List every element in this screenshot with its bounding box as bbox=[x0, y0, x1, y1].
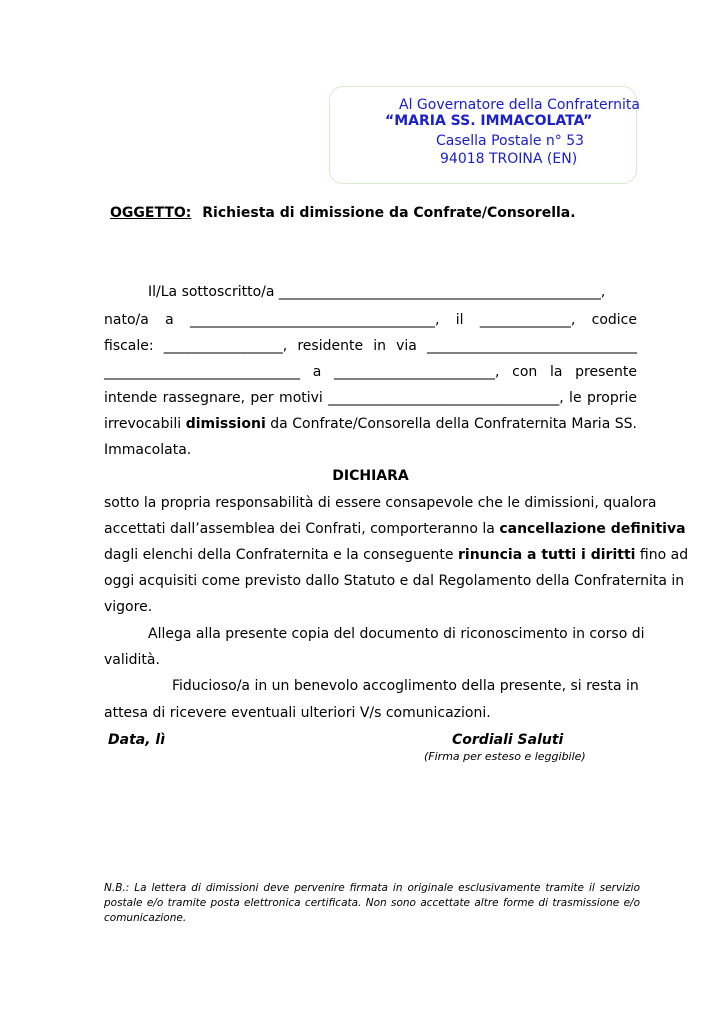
body-line-6a: irrevocabili bbox=[104, 416, 182, 432]
body-line-15: Fiducioso/a in un benevolo accoglimento della presente, si resta in bbox=[172, 678, 639, 694]
body-line-2: nato/a a ___________________________________, il _____________, codice bbox=[104, 312, 637, 328]
recipient-line-3: Casella Postale n° 53 bbox=[436, 133, 585, 149]
body-line-5: intende rassegnare, per motivi _________________________________, le proprie bbox=[104, 390, 637, 406]
recipient-address-box bbox=[329, 86, 640, 184]
footnote-line-2: postale e/o tramite posta elettronica certificata. Non sono accettate altre forme di trasmissione e/o bbox=[104, 897, 640, 909]
body-line-10 bbox=[104, 547, 689, 563]
footnote bbox=[104, 881, 640, 926]
body-line-16: attesa di ricevere eventuali ulteriori V/s comunicazioni. bbox=[104, 705, 491, 721]
body-line-10c: fino ad bbox=[639, 547, 689, 563]
body-line-9a: accettati dall’assemblea dei Confrati, comporteranno la bbox=[104, 521, 495, 537]
body-line-14: validità. bbox=[104, 652, 160, 668]
subject-line bbox=[110, 205, 576, 221]
rinuncia-emphasis: rinuncia a tutti i diritti bbox=[458, 547, 636, 563]
date-label: Data, lì bbox=[108, 732, 165, 748]
recipient-line-2: “MARIA SS. IMMACOLATA” bbox=[385, 113, 593, 129]
body-line-11: oggi acquisiti come previsto dallo Statuto e dal Regolamento della Confraternita in bbox=[104, 573, 685, 589]
body-line-1: Il/La sottoscritto/a ______________________________________________, bbox=[148, 284, 606, 300]
body-line-12: vigore. bbox=[104, 599, 153, 615]
body-line-6c: da Confrate/Consorella della Confraternita Maria SS. bbox=[270, 416, 638, 432]
body-line-3: fiscale: _________________, residente in via ______________________________ bbox=[104, 338, 637, 354]
body-line-10a: dagli elenchi della Confraternita e la conseguente bbox=[104, 547, 454, 563]
declaration-heading: DICHIARA bbox=[332, 468, 409, 484]
footnote-line-1: N.B.: La lettera di dimissioni deve pervenire firmata in originale esclusivamente tramite il servizio bbox=[104, 882, 640, 894]
body-line-4: ____________________________ a _______________________, con la presente bbox=[104, 364, 637, 380]
body-line-9 bbox=[104, 521, 686, 537]
body-line-6 bbox=[104, 416, 637, 432]
body-line-8: sotto la propria responsabilità di essere consapevole che le dimissioni, qualora bbox=[104, 495, 657, 511]
dimissioni-emphasis: dimissioni bbox=[185, 416, 266, 432]
body-line-7: Immacolata. bbox=[104, 442, 192, 458]
greeting: Cordiali Saluti bbox=[452, 732, 564, 748]
body-line-13: Allega alla presente copia del documento di riconoscimento in corso di bbox=[148, 626, 645, 642]
subject-text: Richiesta di dimissione da Confrate/Consorella. bbox=[202, 205, 576, 221]
footnote-line-3: comunicazione. bbox=[104, 912, 187, 924]
recipient-line-1: Al Governatore della Confraternita bbox=[399, 97, 640, 113]
cancellazione-emphasis: cancellazione definitiva bbox=[499, 521, 686, 537]
subject-label: OGGETTO: bbox=[110, 205, 192, 221]
signature-note: (Firma per esteso e leggibile) bbox=[424, 750, 586, 763]
recipient-line-4: 94018 TROINA (EN) bbox=[440, 151, 578, 167]
